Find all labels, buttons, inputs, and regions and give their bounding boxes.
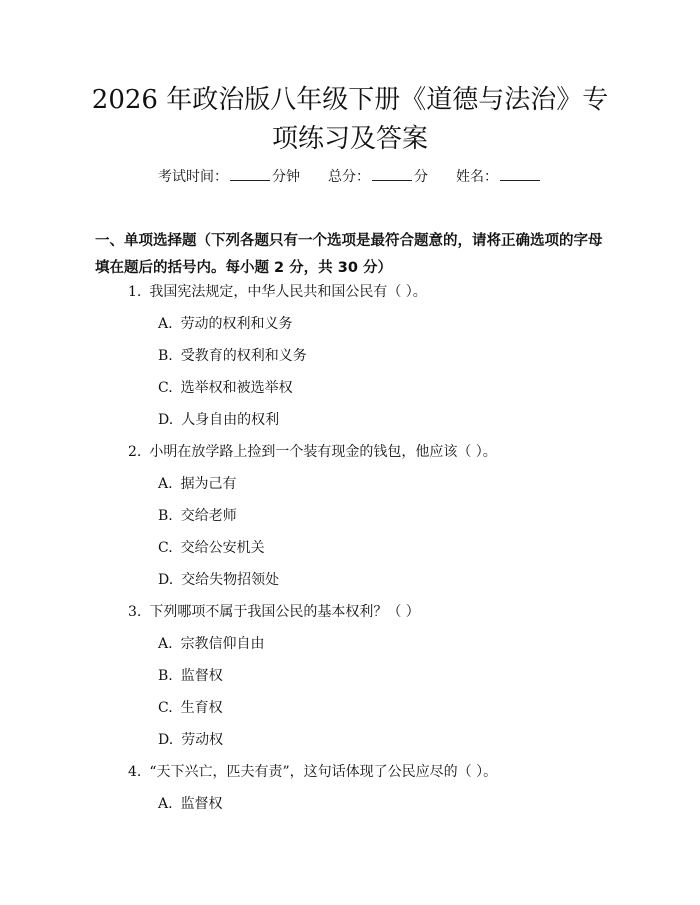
question-text: “天下兴亡，匹夫有责”，这句话体现了公民应尽的（ ）。 [149,764,498,780]
exam-meta-line [0,166,700,188]
question-2 [128,441,638,463]
question-2-option-c [158,537,638,559]
option-letter: D. [158,732,174,748]
option-letter: A. [158,476,173,492]
question-text: 小明在放学路上捡到一个装有现金的钱包，他应该（ ）。 [149,444,497,460]
question-text: 我国宪法规定，中华人民共和国公民有（ ）。 [149,284,427,300]
option-text: 交给失物招领处 [181,572,280,588]
option-text: 监督权 [180,796,223,812]
name-blank [500,166,540,181]
time-blank [230,166,270,181]
option-text: 受教育的权利和义务 [180,348,307,364]
option-text: 监督权 [180,668,223,684]
question-1-option-b [158,345,638,367]
question-number: 2. [128,444,142,460]
question-3-option-d [158,729,638,751]
name-label: 姓名： [456,169,498,185]
option-text: 交给老师 [180,508,237,524]
section-heading-line-2: 填在题后的括号内。每小题 2 分，共 30 分） [95,260,392,276]
question-1 [128,281,638,303]
question-number: 3. [128,604,142,620]
option-text: 选举权和被选举权 [180,380,293,396]
question-3-option-b [158,665,638,687]
question-1-option-d [158,409,638,431]
question-2-option-b [158,505,638,527]
option-letter: B. [158,668,173,684]
option-letter: C. [158,540,173,556]
exam-title-line-2: 项练习及答案 [271,124,428,154]
question-1-option-a [158,313,638,335]
option-letter: D. [158,412,174,428]
question-3-option-c [158,697,638,719]
option-letter: D. [158,572,174,588]
question-1-option-c [158,377,638,399]
score-label: 总分： [328,169,370,185]
question-2-option-a [158,473,638,495]
option-letter: B. [158,348,173,364]
option-text: 宗教信仰自由 [180,636,265,652]
question-4-option-a [158,793,638,815]
section-heading-line-1: 一、单项选择题（下列各题只有一个选项是最符合题意的，请将正确选项的字母 [95,233,603,249]
option-letter: B. [158,508,173,524]
option-text: 据为己有 [180,476,237,492]
time-unit: 分钟 [272,169,300,185]
option-letter: A. [158,316,173,332]
exam-title-line-1: 2026 年政治版八年级下册《道德与法治》专 [91,85,609,115]
option-text: 人身自由的权利 [181,412,280,428]
option-text: 生育权 [180,700,223,716]
question-3 [128,601,638,623]
option-letter: C. [158,700,173,716]
time-label: 考试时间： [158,169,228,185]
score-unit: 分 [414,169,428,185]
question-number: 4. [128,764,142,780]
question-number: 1. [128,284,142,300]
question-3-option-a [158,633,638,655]
option-text: 劳动的权利和义务 [180,316,293,332]
option-text: 交给公安机关 [180,540,265,556]
question-2-option-d [158,569,638,591]
option-text: 劳动权 [181,732,224,748]
option-letter: C. [158,380,173,396]
option-letter: A. [158,796,173,812]
question-text: 下列哪项不属于我国公民的基本权利？（ ） [149,604,420,620]
question-4 [128,761,638,783]
option-letter: A. [158,636,173,652]
score-blank [372,166,412,181]
